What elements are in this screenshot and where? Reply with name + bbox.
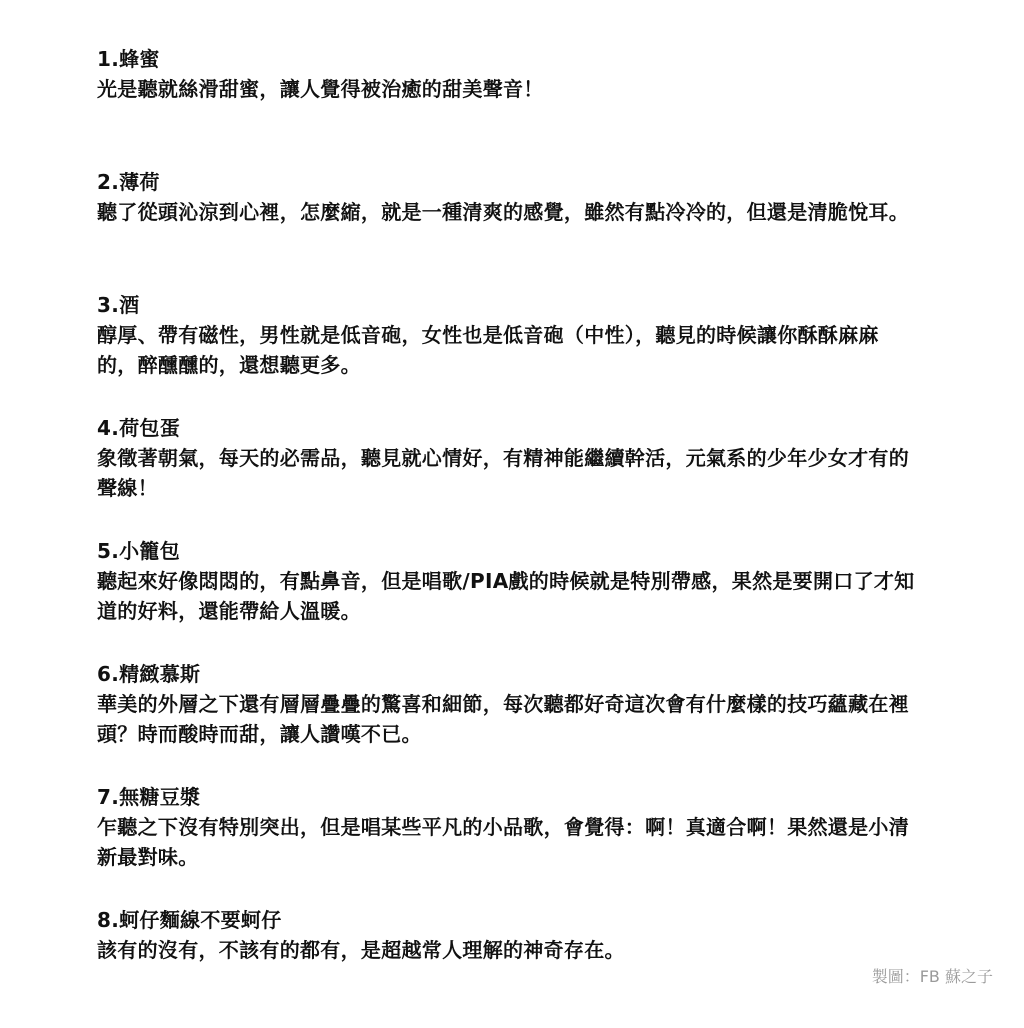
entry-description: 乍聽之下沒有特別突出，但是唱某些平凡的小品歌，會覺得：啊！真適合啊！果然還是小清新最對味。 — [97, 815, 909, 869]
entry-description: 光是聽就絲滑甜蜜，讓人覺得被治癒的甜美聲音！ — [97, 77, 544, 101]
list-item — [97, 782, 927, 905]
entry-description: 聽起來好像悶悶的，有點鼻音，但是唱歌/PIA戲的時候就是特別帶感，果然是要開口了才知道的好料，還能帶給人溫暖。 — [97, 569, 915, 623]
list-item — [97, 659, 927, 782]
entry-description: 華美的外層之下還有層層疊疊的驚喜和細節，每次聽都好奇這次會有什麼樣的技巧蘊藏在裡頭？時而酸時而甜，讓人讚嘆不已。 — [97, 692, 909, 746]
list-item — [97, 167, 927, 290]
entry-description: 該有的沒有，不該有的都有，是超越常人理解的神奇存在。 — [97, 938, 625, 962]
entry-description: 聽了從頭沁涼到心裡，怎麼縮，就是一種清爽的感覺，雖然有點冷冷的，但還是清脆悅耳。 — [97, 200, 909, 224]
list-item — [97, 44, 927, 167]
list-item — [97, 905, 927, 1028]
list-item — [97, 413, 927, 536]
entry-title: 1.蜂蜜 — [97, 47, 160, 71]
entry-description: 象徵著朝氣，每天的必需品，聽見就心情好，有精神能繼續幹活，元氣系的少年少女才有的聲線！ — [97, 446, 909, 500]
image-credit: 製圖：FB 蘇之子 — [871, 967, 993, 986]
entry-title: 2.薄荷 — [97, 170, 160, 194]
voice-type-list — [97, 44, 927, 1028]
entry-title: 4.荷包蛋 — [97, 416, 181, 440]
entry-description: 醇厚、帶有磁性，男性就是低音砲，女性也是低音砲（中性），聽見的時候讓你酥酥麻麻的，醉醺醺的，還想聽更多。 — [97, 323, 879, 377]
entry-title: 6.精緻慕斯 — [97, 662, 201, 686]
list-item — [97, 290, 927, 413]
entry-title: 8.蚵仔麵線不要蚵仔 — [97, 908, 282, 932]
entry-title: 3.酒 — [97, 293, 140, 317]
entry-title: 5.小籠包 — [97, 539, 181, 563]
list-item — [97, 536, 927, 659]
entry-title: 7.無糖豆漿 — [97, 785, 201, 809]
